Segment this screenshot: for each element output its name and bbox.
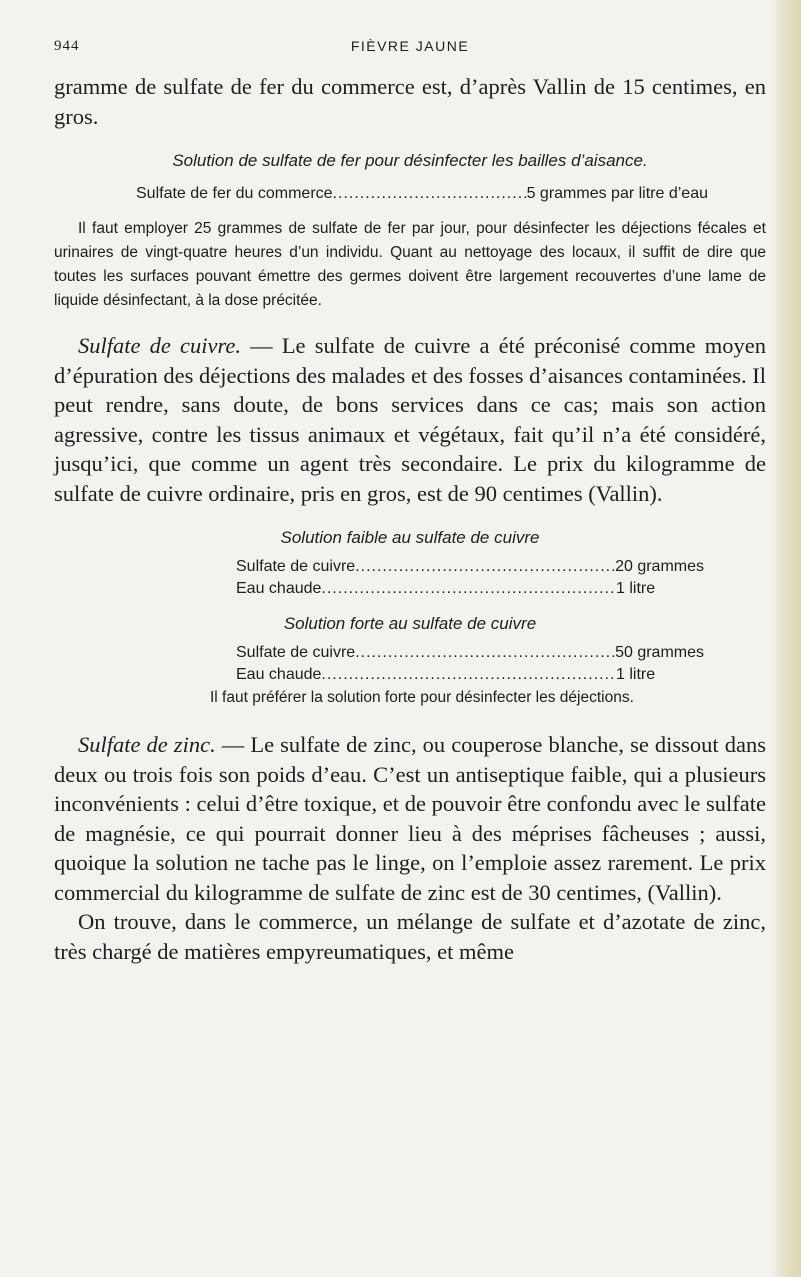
section-lead-cuivre: Sulfate de cuivre. <box>78 333 242 358</box>
leader-dots <box>321 578 616 600</box>
page-number: 944 <box>54 38 80 54</box>
paragraph-sulfate-zinc <box>54 730 766 907</box>
solution-fer-title: Solution de sulfate de fer pour désinfecter les bailles d’aisance. <box>172 151 648 170</box>
recipe-label: Sulfate de fer du commerce <box>136 185 333 202</box>
leader-dots <box>333 183 527 205</box>
paragraph-fer-price: gramme de sulfate de fer du commerce est, d’après Vallin de 15 centimes, en gros. <box>54 74 766 129</box>
cuivre-text: — Le sulfate de cuivre a été préconisé comme moyen d’épuration des déjections des malades et des fosses d’aisances contaminées. Il peut rendre, sans doute, de bons services dans ce cas; mais son action agressive, contre les tissus animaux et végétaux, fait qu’il n’a été considéré, jusqu’ici, que comme un agent très secondaire. Le prix du kilogramme de sulfate de cuivre ordinaire, pris en gros, est de 90 centimes (Vallin). <box>54 333 767 506</box>
section-lead-zinc: Sulfate de zinc. <box>78 732 216 757</box>
recipe-line <box>236 664 704 686</box>
recipe-line <box>236 556 704 578</box>
recipe-line <box>236 642 704 664</box>
book-page <box>54 30 766 966</box>
recipe-quantity: 1 litre <box>616 666 656 683</box>
recipe-quantity: 20 grammes <box>615 558 704 575</box>
recipe-quantity: 50 grammes <box>615 644 704 661</box>
solution-fer-note: Il faut employer 25 grammes de sulfate de fer par jour, pour désinfecter les déjections fécales et urinaires de vingt-quatre heures d’un individu. Quant au nettoyage des locaux, il suffit de dire que toutes les surfaces pouvant émettre des germes doivent être largement recouvertes d’une lame de liquide désinfectant, à la dose précitée. <box>54 220 766 309</box>
solution-forte-title: Solution forte au sulfate de cuivre <box>283 614 537 633</box>
page-header <box>54 30 766 58</box>
recipe-label: Sulfate de cuivre <box>236 558 356 575</box>
solution-forte-note: Il faut préférer la solution forte pour désinfecter les déjections. <box>210 689 634 706</box>
paragraph-zinc-azotate: On trouve, dans le commerce, un mélange de sulfate et d’azotate de zinc, très chargé de matières empyreumatiques, et même <box>54 909 766 964</box>
recipe-quantity: 5 grammes par litre d’eau <box>526 185 708 202</box>
recipe-line <box>136 183 708 205</box>
recipe-label: Eau chaude <box>236 580 322 597</box>
paragraph-sulfate-cuivre <box>54 331 766 508</box>
leader-dots <box>321 664 616 686</box>
recipe-label: Eau chaude <box>236 666 322 683</box>
leader-dots <box>355 642 615 664</box>
recipe-quantity: 1 litre <box>616 580 656 597</box>
solution-forte-recipe <box>54 642 766 686</box>
solution-fer-recipe <box>54 183 766 205</box>
zinc-text: — Le sulfate de zinc, ou couperose blanche, se dissout dans deux ou trois fois son poids d’eau. C’est un antiseptique faible, qui a plusieurs inconvénients : celui d’être toxique, et de pouvoir être confondu avec le sulfate de magnésie, ce qui pourrait donner lieu à des méprises fâcheuses ; aussi, quoique la solution ne tache pas le linge, on l’emploie assez rarement. Le prix commercial du kilogramme de sulfate de zinc est de 30 centimes, (Vallin). <box>54 732 766 905</box>
solution-faible-title: Solution faible au sulfate de cuivre <box>280 528 540 547</box>
solution-faible-recipe <box>54 556 766 600</box>
leader-dots <box>355 556 615 578</box>
recipe-line <box>236 578 704 600</box>
running-title: FIÈVRE JAUNE <box>350 38 470 54</box>
page-edge-shadow <box>771 0 801 1277</box>
recipe-label: Sulfate de cuivre <box>236 644 356 661</box>
